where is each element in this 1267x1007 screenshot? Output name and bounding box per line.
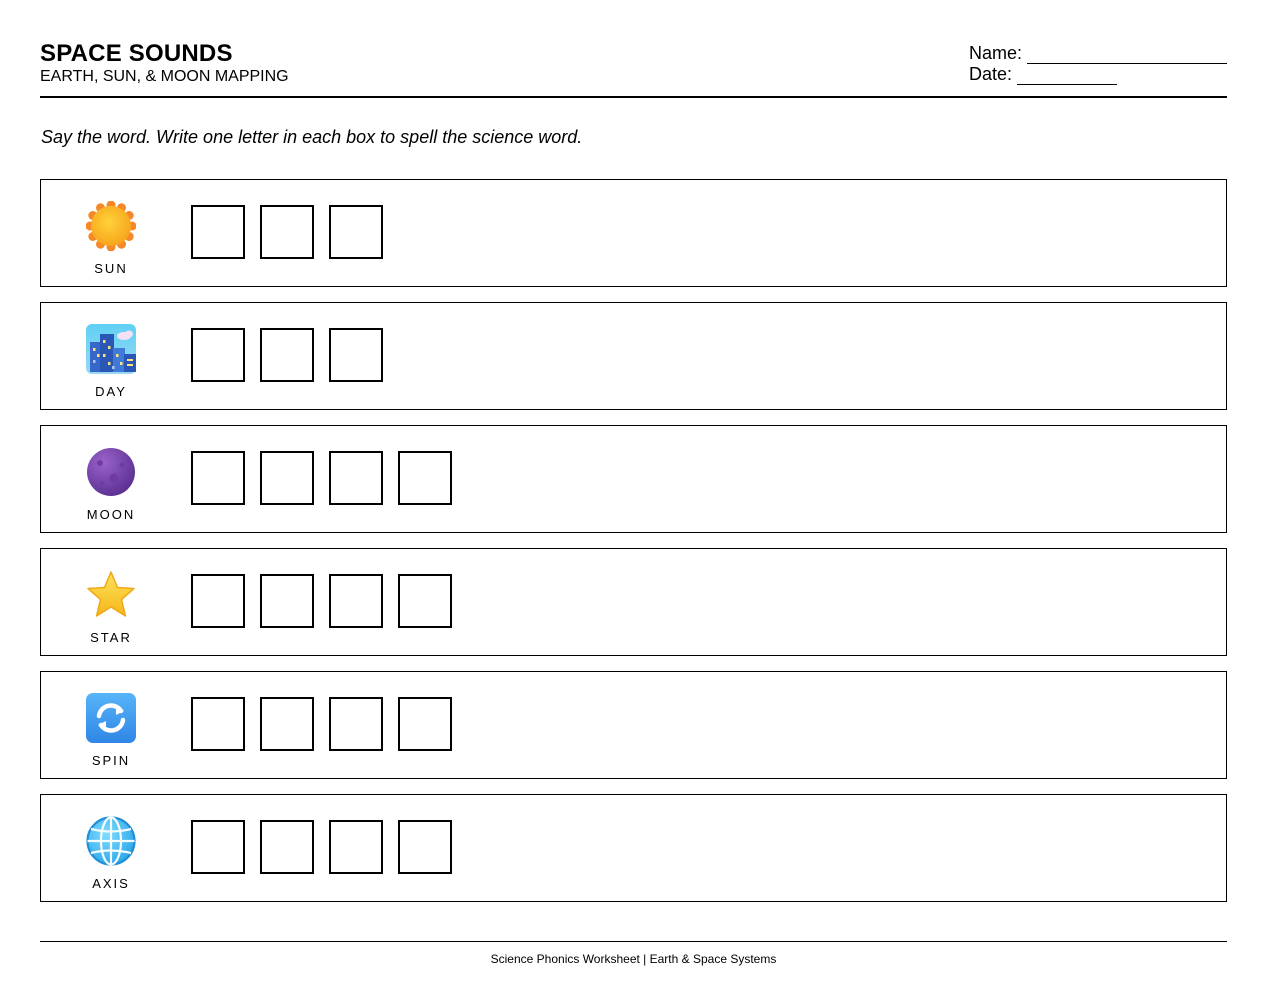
letter-box[interactable] — [329, 697, 383, 751]
word-row-moon — [40, 425, 1227, 533]
moon-icon — [86, 447, 136, 497]
page-subtitle: EARTH, SUN, & MOON MAPPING — [40, 68, 289, 85]
letter-boxes — [191, 205, 383, 259]
letter-box[interactable] — [260, 574, 314, 628]
letter-box[interactable] — [191, 451, 245, 505]
page-title: SPACE SOUNDS — [40, 40, 233, 67]
word-label-star: STAR — [90, 630, 132, 645]
letter-box[interactable] — [191, 328, 245, 382]
worksheet-header — [40, 40, 1227, 98]
letter-box[interactable] — [398, 820, 452, 874]
footer-divider — [40, 941, 1227, 942]
letter-box[interactable] — [191, 574, 245, 628]
word-label-moon: MOON — [86, 507, 136, 522]
letter-box[interactable] — [191, 820, 245, 874]
student-info — [969, 43, 1227, 85]
letter-box[interactable] — [329, 205, 383, 259]
letter-box[interactable] — [260, 451, 314, 505]
date-label: Date: — [969, 64, 1013, 84]
letter-boxes — [191, 574, 452, 628]
star-icon — [86, 570, 136, 620]
word-label-day: DAY — [95, 384, 127, 399]
word-label-spin: SPIN — [91, 753, 131, 768]
letter-box[interactable] — [260, 820, 314, 874]
word-row-day — [40, 302, 1227, 410]
name-label: Name: — [969, 43, 1023, 63]
date-field[interactable] — [1017, 70, 1117, 85]
sun-icon — [86, 201, 136, 251]
letter-boxes — [191, 820, 452, 874]
letter-box[interactable] — [329, 574, 383, 628]
letter-boxes — [191, 697, 452, 751]
word-row-axis — [40, 794, 1227, 902]
word-label-sun: SUN — [94, 261, 128, 276]
word-row-spin — [40, 671, 1227, 779]
letter-box[interactable] — [191, 697, 245, 751]
letter-box[interactable] — [398, 451, 452, 505]
globe-icon — [86, 816, 136, 866]
name-field[interactable] — [1027, 49, 1227, 64]
letter-boxes — [191, 328, 383, 382]
instructions: Say the word. Write one letter in each box to spell the science word. — [41, 127, 583, 147]
letter-box[interactable] — [329, 820, 383, 874]
word-row-star — [40, 548, 1227, 656]
letter-box[interactable] — [398, 574, 452, 628]
cityscape-day-icon — [86, 324, 136, 374]
word-row-sun — [40, 179, 1227, 287]
letter-box[interactable] — [329, 328, 383, 382]
word-label-axis: AXIS — [92, 876, 130, 891]
letter-box[interactable] — [260, 697, 314, 751]
footer-text: Science Phonics Worksheet | Earth & Space Systems — [490, 952, 777, 966]
letter-boxes — [191, 451, 452, 505]
letter-box[interactable] — [329, 451, 383, 505]
spin-arrows-icon — [86, 693, 136, 743]
letter-box[interactable] — [398, 697, 452, 751]
letter-box[interactable] — [260, 205, 314, 259]
letter-box[interactable] — [191, 205, 245, 259]
letter-box[interactable] — [260, 328, 314, 382]
